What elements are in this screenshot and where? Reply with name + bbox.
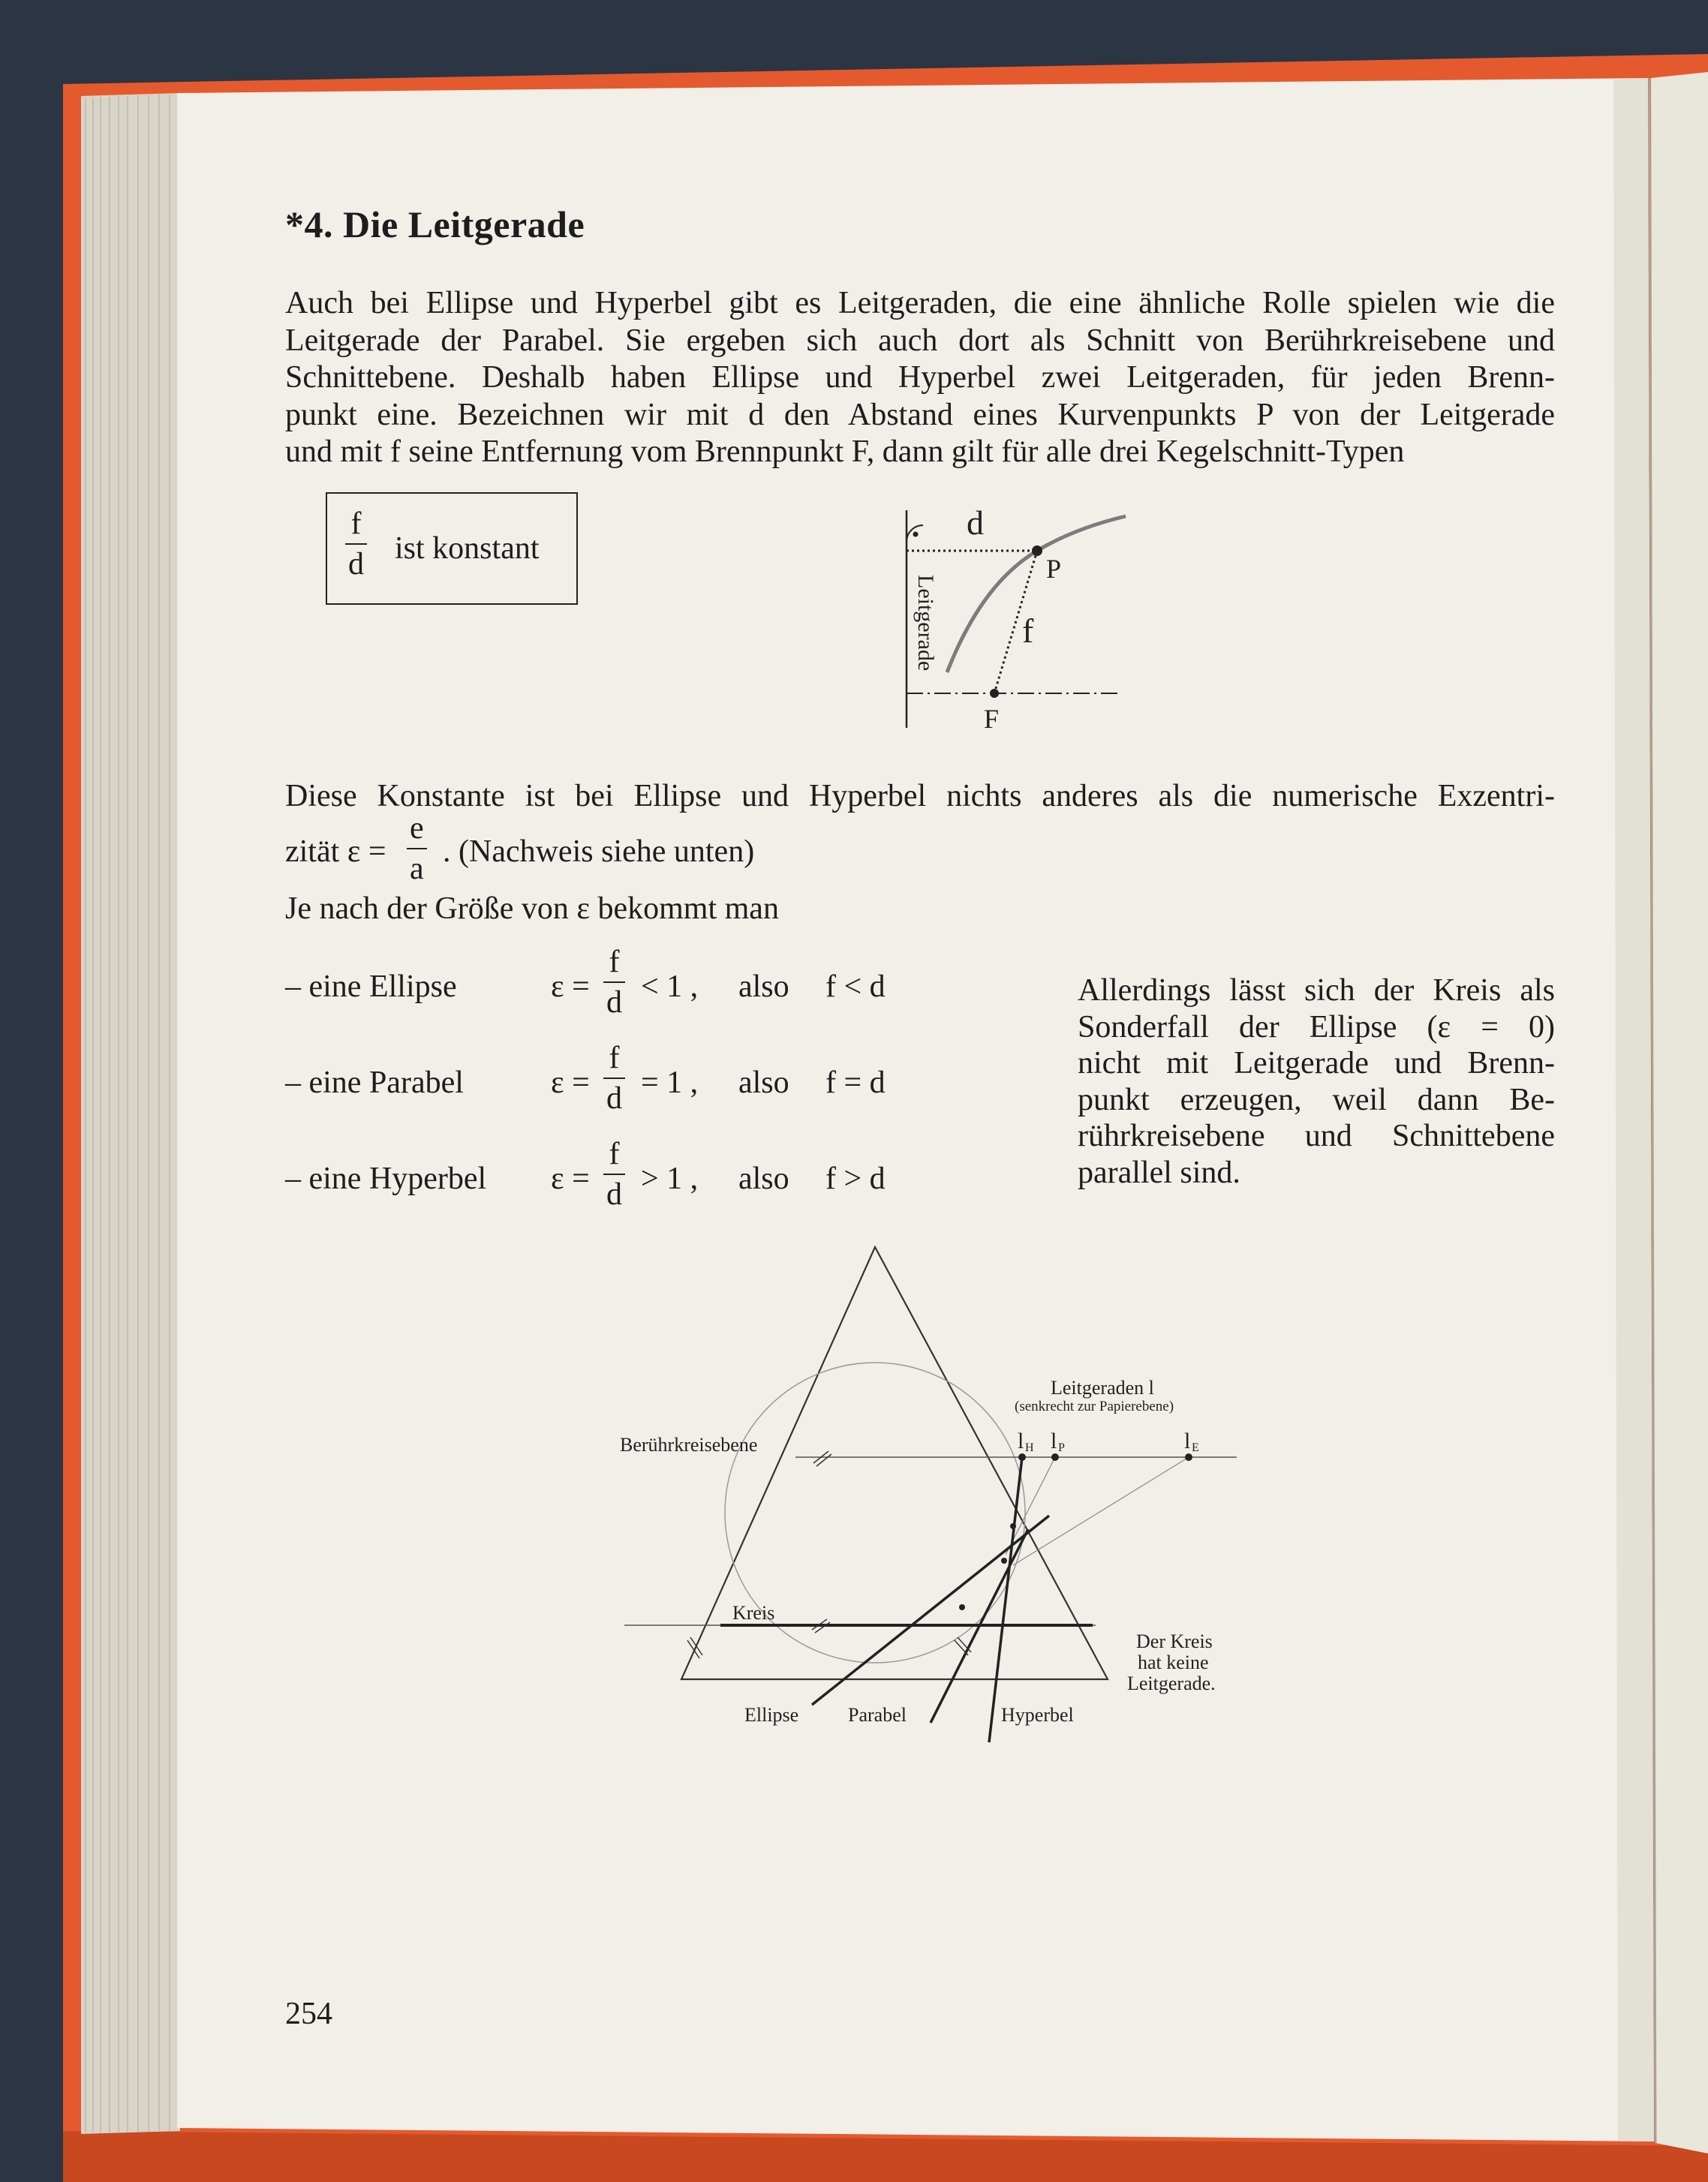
intro-line: punkt eine. Bezeichnen wir mit d den Abstand eines Kurvenpunkts P von der Leitgerade (285, 397, 1555, 432)
denominator: d (606, 1177, 622, 1212)
case-eps: ε = (551, 969, 590, 1004)
case-result: f = d (825, 1065, 886, 1100)
side-note-line: Sonderfall der Ellipse (ε = 0) (1078, 1009, 1555, 1044)
case-fraction (603, 1041, 625, 1115)
intro-line: und mit f seine Entfernung vom Brennpunkt F, dann gilt für alle drei Kegelschnitt-Typen (285, 434, 1405, 469)
intro-line: Leitgerade der Parabel. Sie ergeben sich auch dort als Schnitt von Berührkreisebene und (285, 323, 1555, 358)
label-beruehrkreisebene: Berührkreisebene (620, 1434, 758, 1456)
label-leitgeraden: Leitgeraden l (1051, 1377, 1154, 1399)
label-f: f (1022, 612, 1034, 650)
case-fraction (603, 1138, 625, 1211)
side-note-line: punkt erzeugen, weil dann Be- (1078, 1082, 1555, 1117)
point-lH (1018, 1453, 1026, 1461)
side-note-line: Allerdings lässt sich der Kreis als (1078, 973, 1555, 1008)
numerator: f (609, 945, 620, 979)
fraction-bar (407, 848, 427, 849)
label-lP: l (1051, 1429, 1057, 1453)
ellipse-helper-line (1013, 1457, 1189, 1565)
focus-point (1010, 1523, 1016, 1529)
tick-mark (816, 1454, 831, 1466)
label-F: F (984, 704, 1000, 734)
label-lE-sub: E (1192, 1441, 1199, 1454)
label-hat-keine: hat keine (1138, 1652, 1209, 1673)
numerator: f (609, 1137, 620, 1171)
page-number: 254 (285, 1997, 332, 2031)
case-fraction (603, 945, 625, 1019)
formula-text: ist konstant (395, 531, 540, 566)
intro-line: Schnittebene. Deshalb haben Ellipse und Hyperbel zwei Leitgeraden, für jeden Brenn- (285, 360, 1555, 395)
case-label: – eine Parabel (285, 1065, 464, 1100)
side-note-line: parallel sind. (1078, 1155, 1240, 1190)
numerator: e (410, 811, 424, 846)
eccentricity-prefix: zität ε = (285, 834, 386, 869)
denominator: d (606, 1081, 622, 1116)
case-result: f < d (825, 969, 886, 1004)
label-lH: l (1018, 1429, 1024, 1453)
intro-line: Auch bei Ellipse und Hyperbel gibt es Leitgeraden, die eine ähnliche Rolle spielen wie die (285, 286, 1555, 320)
case-eps: ε = (551, 1065, 590, 1100)
case-also: also (738, 969, 789, 1004)
tick-mark (690, 1637, 702, 1655)
formula-fraction (345, 507, 367, 581)
eccentricity-intro: Je nach der Größe von ε bekommt man (285, 891, 779, 926)
focus-point (959, 1604, 965, 1610)
denominator: a (410, 852, 424, 886)
label-lH-sub: H (1025, 1441, 1034, 1454)
cone-figure (615, 1238, 1261, 1748)
label-leitgeraden-sub: (senkrecht zur Papierebene) (1015, 1399, 1174, 1414)
case-also: also (738, 1065, 789, 1100)
case-relation: = 1 , (641, 1065, 699, 1100)
focus-point (1001, 1558, 1007, 1564)
case-eps: ε = (551, 1162, 590, 1196)
fraction-bar (603, 1077, 625, 1079)
case-label: – eine Hyperbel (285, 1162, 487, 1196)
label-kreis: Kreis (732, 1602, 775, 1624)
side-note-line: nicht mit Leitgerade und Brenn- (1078, 1046, 1555, 1080)
fraction-bar (603, 981, 625, 983)
case-result: f > d (825, 1162, 886, 1196)
label-ellipse: Ellipse (744, 1704, 799, 1726)
case-label: – eine Ellipse (285, 969, 457, 1004)
label-lP-sub: P (1058, 1441, 1065, 1454)
label-parabel: Parabel (848, 1704, 907, 1726)
side-note-line: rührkreisebene und Schnittebene (1078, 1119, 1555, 1153)
side-note (1078, 972, 1555, 1191)
point-F (990, 689, 999, 698)
point-lE (1185, 1453, 1192, 1461)
section-heading: *4. Die Leitgerade (285, 203, 585, 245)
label-der-kreis: Der Kreis (1136, 1630, 1213, 1652)
hyperbel-section (989, 1457, 1022, 1742)
label-P: P (1046, 554, 1062, 584)
point-lP (1051, 1453, 1059, 1461)
directrix-figure (886, 503, 1156, 743)
tick-mark (955, 1640, 968, 1655)
fraction-bar (345, 543, 367, 545)
label-d: d (967, 503, 984, 542)
intro-paragraph (285, 285, 1555, 471)
point-P (1032, 546, 1042, 556)
eccentricity-line (285, 777, 1555, 815)
fraction-bar (603, 1174, 625, 1175)
ellipse-section (812, 1516, 1049, 1705)
case-also: also (738, 1162, 789, 1196)
denominator: d (348, 547, 364, 582)
case-relation: > 1 , (641, 1162, 699, 1196)
right-angle-dot (913, 532, 919, 537)
label-hyperbel: Hyperbel (1001, 1704, 1074, 1726)
case-relation: < 1 , (641, 969, 699, 1004)
denominator: d (606, 985, 622, 1020)
eccentricity-fraction (407, 812, 427, 885)
eccentricity-suffix: . (Nachweis siehe unten) (443, 834, 755, 869)
numerator: f (609, 1041, 620, 1075)
numerator: f (350, 506, 362, 541)
label-lE: l (1184, 1429, 1191, 1453)
eccentricity-text: Diese Konstante ist bei Ellipse und Hyperbel nichts anderes als die numerische Exzentri- (285, 779, 1555, 813)
label-leitgerade: Leitgerade (913, 575, 938, 672)
label-leitgerade-fig: Leitgerade. (1127, 1673, 1216, 1694)
